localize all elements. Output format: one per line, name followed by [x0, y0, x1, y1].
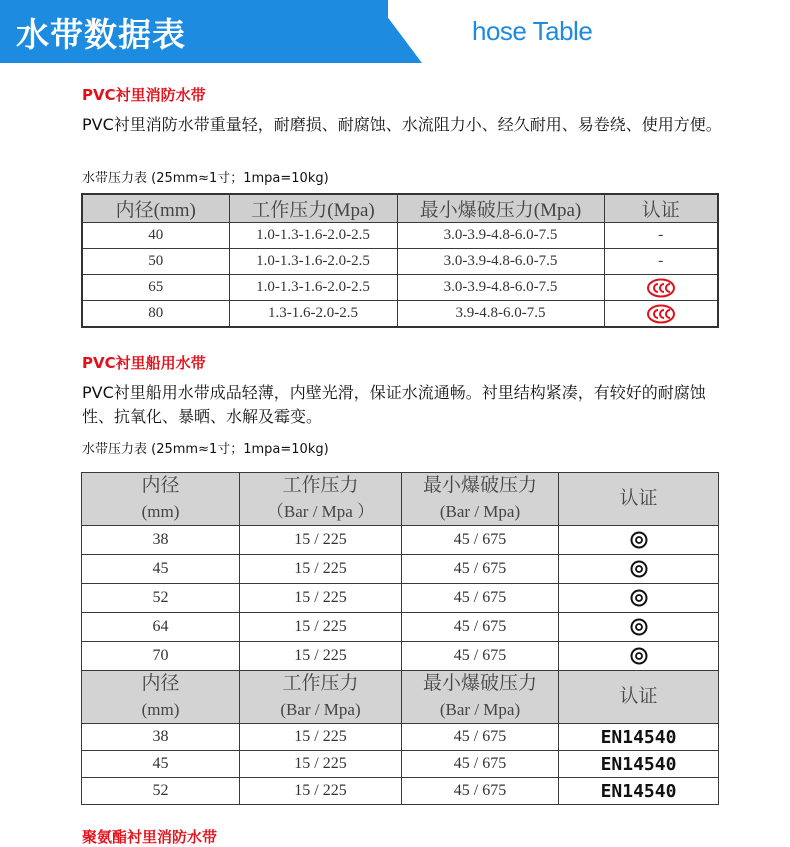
cell-burst-pressure: 45 / 675	[402, 724, 559, 751]
table-row	[82, 301, 718, 328]
cell-diameter: 38	[82, 724, 240, 751]
cell-burst-pressure: 3.9-4.8-6.0-7.5	[397, 301, 604, 328]
header-burst-pressure: 最小爆破压力(Mpa)	[397, 194, 604, 223]
cell-diameter: 40	[82, 223, 229, 249]
cell-diameter: 50	[82, 249, 229, 275]
table-row	[82, 275, 718, 301]
cell-certification: -	[604, 249, 718, 275]
cell-burst-pressure: 45 / 675	[402, 751, 559, 778]
cell-working-pressure: 1.3-1.6-2.0-2.5	[229, 301, 397, 328]
table-row	[82, 642, 719, 671]
ccc-certification-icon	[646, 278, 676, 298]
header-certification: 认证	[604, 194, 718, 223]
cell-diameter: 45	[82, 751, 240, 778]
cell-burst-pressure: 45 / 675	[402, 555, 559, 584]
cell-burst-pressure: 45 / 675	[402, 526, 559, 555]
header-certification: 认证	[559, 473, 719, 526]
cell-burst-pressure: 45 / 675	[402, 642, 559, 671]
header-diameter-unit: (mm)	[141, 700, 180, 719]
cell-burst-pressure: 45 / 675	[402, 778, 559, 805]
section2-description: PVC衬里船用水带成品轻薄，内壁光滑，保证水流通畅。衬里结构紧凑，有较好的耐腐蚀性、抗氧化、暴晒、水解及霉变。	[82, 383, 706, 426]
cell-working-pressure: 15 / 225	[240, 642, 402, 671]
marine-certification-icon	[630, 560, 648, 578]
section2-pressure-note: 水带压力表 (25mm≈1寸；1mpa=10kg)	[82, 442, 329, 457]
marine-certification-icon	[630, 531, 648, 549]
cell-certification	[604, 275, 718, 301]
header-banner	[0, 0, 790, 63]
cell-certification	[559, 613, 719, 642]
cell-diameter: 65	[82, 275, 229, 301]
cell-working-pressure: 15 / 225	[240, 526, 402, 555]
page-title: 水带数据表	[16, 15, 186, 54]
section1-title: PVC衬里消防水带	[82, 86, 206, 104]
cell-working-pressure: 15 / 225	[240, 751, 402, 778]
cell-burst-pressure: 3.0-3.9-4.8-6.0-7.5	[397, 275, 604, 301]
header-burst-pressure-unit: (Bar / Mpa)	[439, 700, 521, 719]
cell-diameter: 80	[82, 301, 229, 328]
header-working-pressure	[240, 671, 402, 724]
header-burst-pressure	[402, 473, 559, 526]
cell-working-pressure: 15 / 225	[240, 555, 402, 584]
cell-working-pressure: 1.0-1.3-1.6-2.0-2.5	[229, 249, 397, 275]
table-row	[82, 555, 719, 584]
header-working-pressure: 工作压力(Mpa)	[229, 194, 397, 223]
section1-pressure-note: 水带压力表 (25mm≈1寸；1mpa=10kg)	[82, 171, 329, 186]
header-diameter	[82, 473, 240, 526]
cell-working-pressure: 15 / 225	[240, 584, 402, 613]
header-tab-label: hose Table	[472, 16, 593, 46]
marine-certification-icon	[630, 618, 648, 636]
cell-certification: EN14540	[559, 751, 719, 778]
table-row	[82, 724, 719, 751]
cell-burst-pressure: 45 / 675	[402, 584, 559, 613]
table-header-row	[82, 473, 719, 526]
header-diameter-unit: (mm)	[141, 502, 180, 521]
cell-diameter: 70	[82, 642, 240, 671]
cell-working-pressure: 15 / 225	[240, 778, 402, 805]
cell-certification: -	[604, 223, 718, 249]
cell-certification: EN14540	[559, 724, 719, 751]
cell-diameter: 45	[82, 555, 240, 584]
header-diameter-label: 内径	[141, 475, 180, 496]
cell-certification	[559, 642, 719, 671]
cell-diameter: 52	[82, 584, 240, 613]
table-row	[82, 778, 719, 805]
header-certification: 认证	[559, 671, 719, 724]
table-header-row	[82, 194, 718, 223]
section1-description: PVC衬里消防水带重量轻，耐磨损、耐腐蚀、水流阻力小、经久耐用、易卷绕、使用方便。	[82, 115, 722, 134]
cell-certification: EN14540	[559, 778, 719, 805]
table-row	[82, 751, 719, 778]
cell-burst-pressure: 3.0-3.9-4.8-6.0-7.5	[397, 249, 604, 275]
cell-certification	[559, 584, 719, 613]
header-burst-pressure-label: 最小爆破压力	[422, 673, 537, 694]
header-burst-unit: (Bar / Mpa)	[439, 502, 521, 521]
pvc-marine-hose-table	[81, 472, 719, 805]
cell-working-pressure: 15 / 225	[240, 613, 402, 642]
cell-working-pressure: 1.0-1.3-1.6-2.0-2.5	[229, 223, 397, 249]
marine-certification-icon	[630, 589, 648, 607]
header-diameter	[82, 671, 240, 724]
cell-certification	[559, 555, 719, 584]
header-diameter: 内径(mm)	[82, 194, 229, 223]
header-working-unit: （Bar / Mpa ）	[266, 502, 375, 521]
cell-diameter: 38	[82, 526, 240, 555]
header-working-pressure-unit: (Bar / Mpa)	[280, 700, 361, 719]
header-diameter-label: 内径	[141, 673, 180, 694]
table-row	[82, 584, 719, 613]
table-row	[82, 613, 719, 642]
section3-title: 聚氨酯衬里消防水带	[82, 828, 218, 846]
header-working-pressure-label: 工作压力	[282, 673, 359, 694]
table-row	[82, 526, 719, 555]
cell-burst-pressure: 45 / 675	[402, 613, 559, 642]
cell-diameter: 52	[82, 778, 240, 805]
table-row	[82, 249, 718, 275]
header-burst-pressure	[402, 671, 559, 724]
section2-title: PVC衬里船用水带	[82, 354, 206, 372]
pvc-fire-hose-table	[81, 193, 719, 328]
marine-certification-icon	[630, 647, 648, 665]
header-working-label: 工作压力	[282, 475, 359, 496]
table-subheader-row	[82, 671, 719, 724]
cell-working-pressure: 15 / 225	[240, 724, 402, 751]
cell-certification	[604, 301, 718, 328]
cell-working-pressure: 1.0-1.3-1.6-2.0-2.5	[229, 275, 397, 301]
cell-diameter: 64	[82, 613, 240, 642]
cell-certification	[559, 526, 719, 555]
header-working-pressure	[240, 473, 402, 526]
ccc-certification-icon	[646, 304, 676, 324]
table-row	[82, 223, 718, 249]
cell-burst-pressure: 3.0-3.9-4.8-6.0-7.5	[397, 223, 604, 249]
header-burst-label: 最小爆破压力	[422, 475, 537, 496]
